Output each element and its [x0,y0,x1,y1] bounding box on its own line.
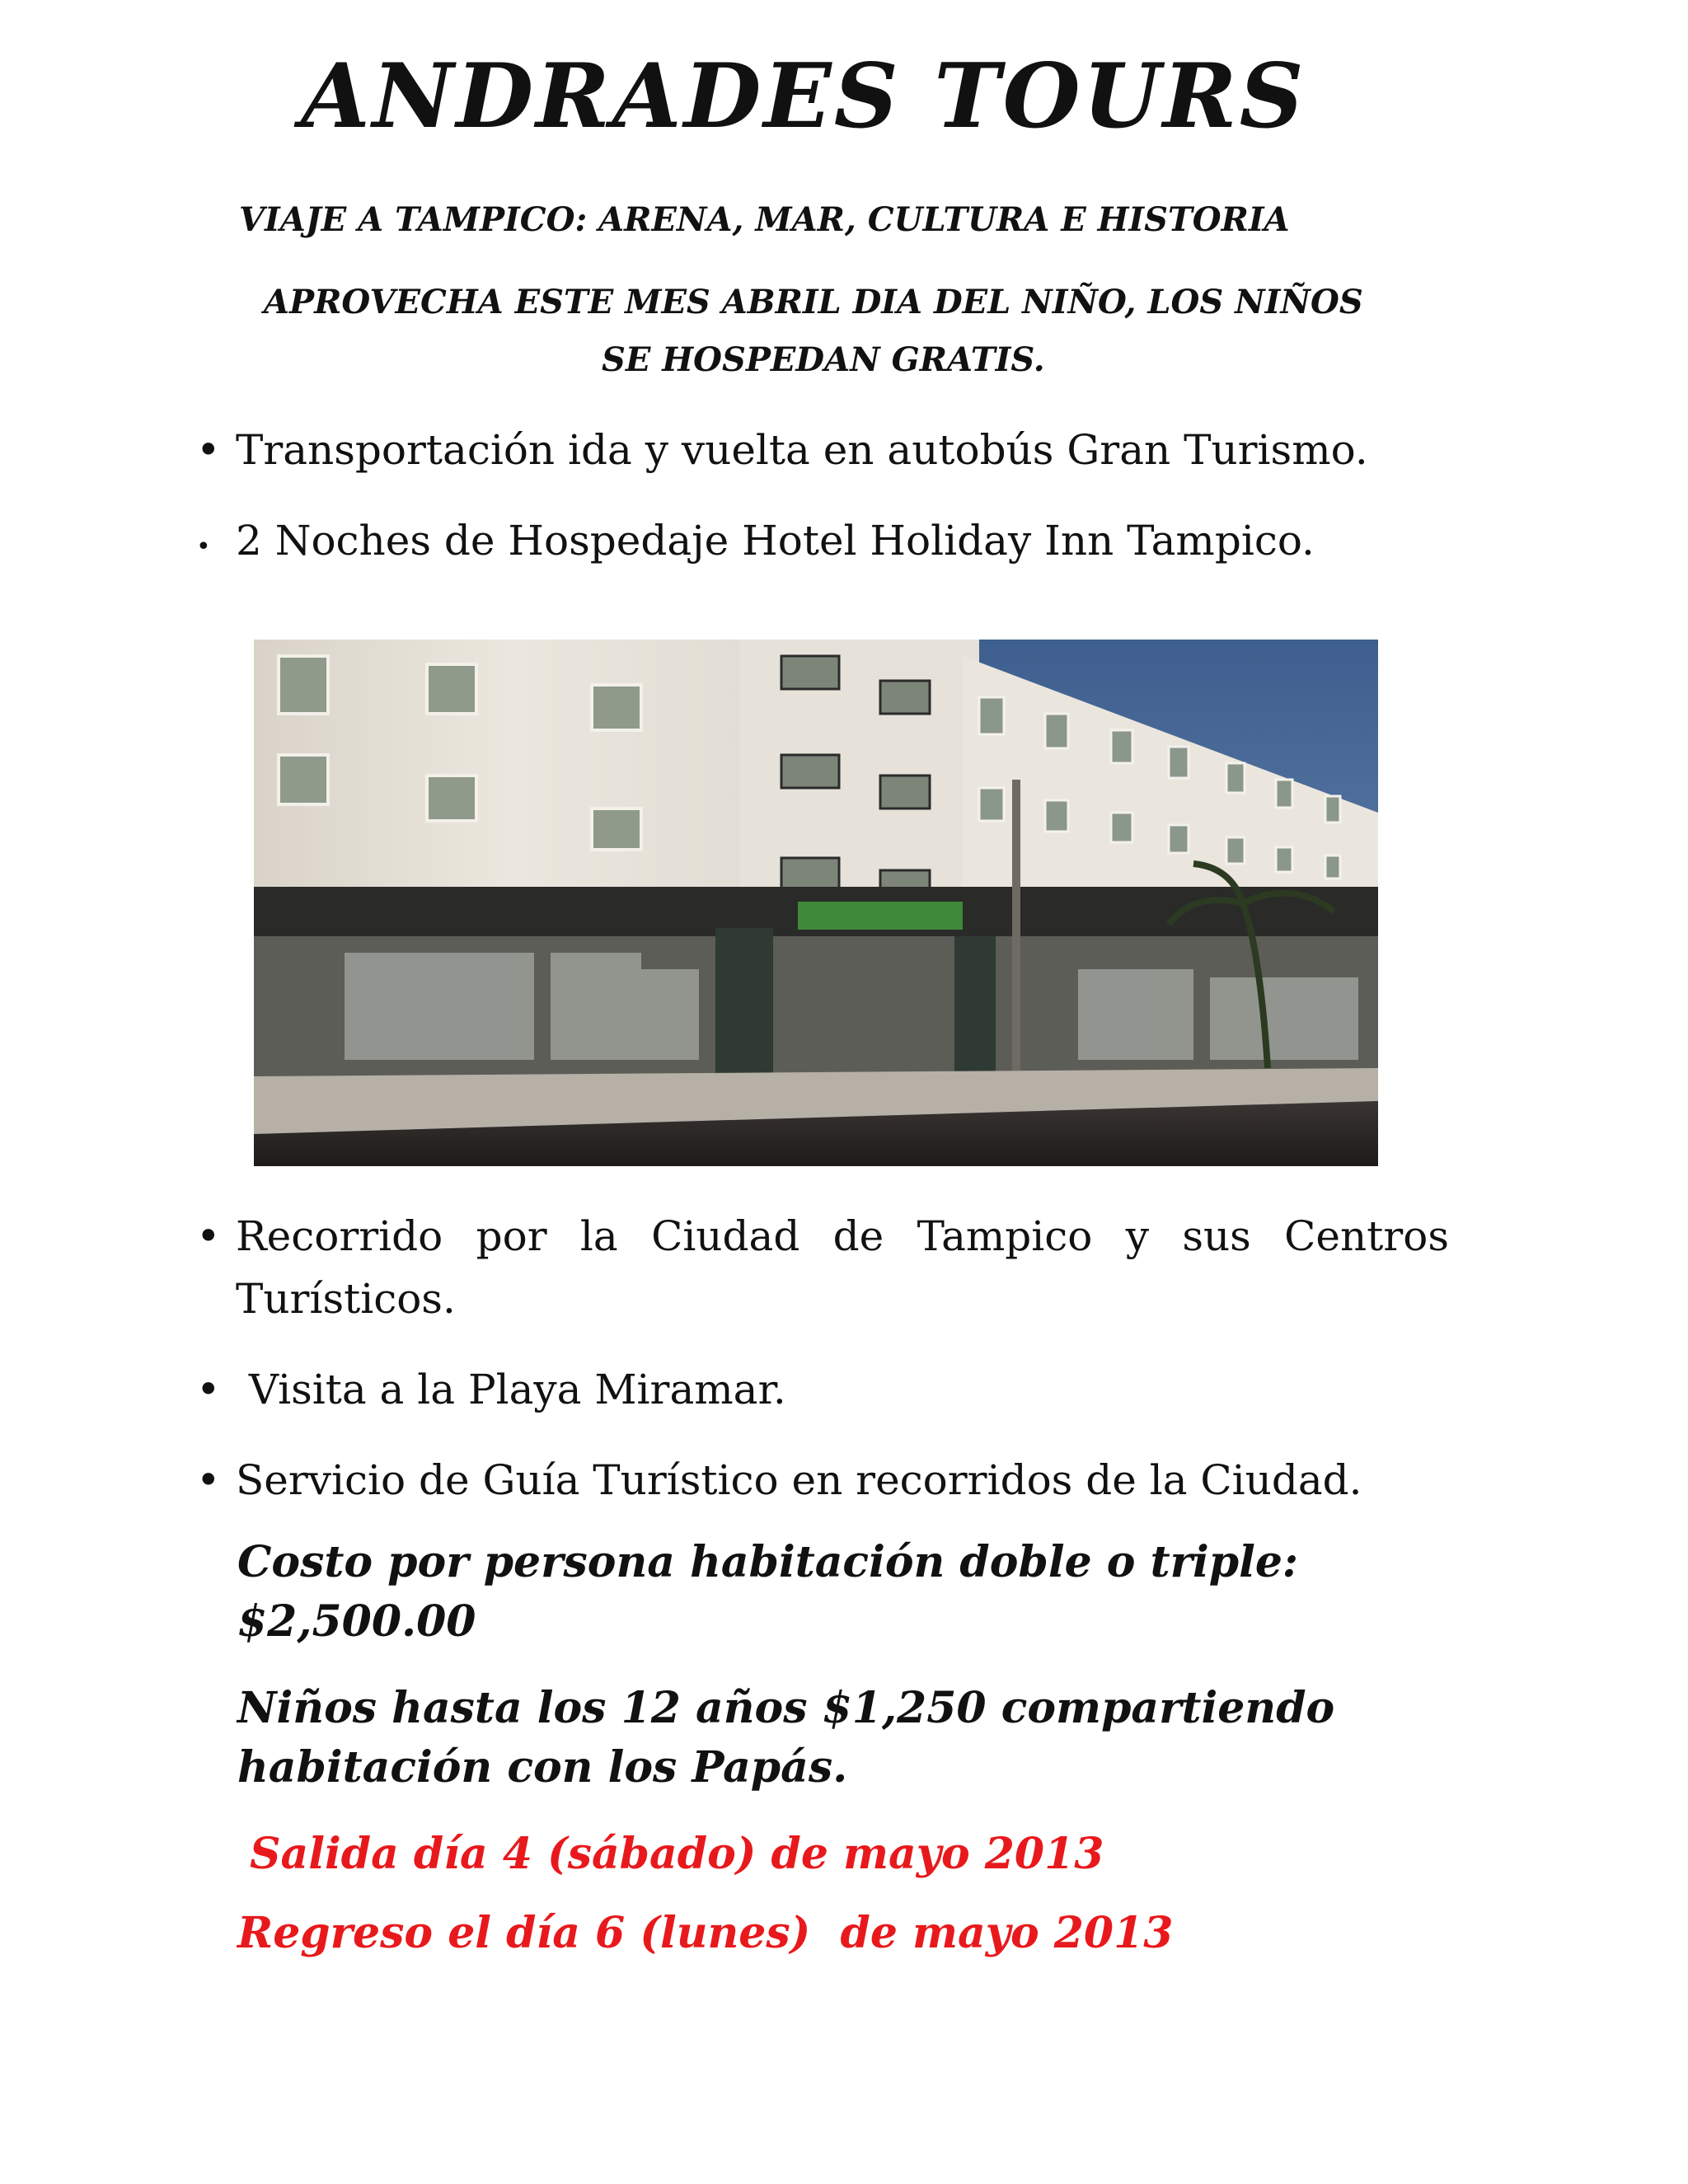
bullet-beach: • Visita a la Playa Miramar. [196,1358,786,1421]
bullet-dot-icon: • [196,426,221,474]
price-adult-amount: $2,500.00 [237,1596,476,1647]
bullet-dot-icon: • [196,532,211,561]
bullet-city-tour-line2: Turísticos. [236,1275,456,1323]
departure-date: Salida día 4 (sábado) de mayo 2013 [250,1829,1104,1879]
bullet-city-tour-word-5: Tampico [917,1212,1093,1260]
price-adult-label: Costo por persona habitación doble o triple: [237,1537,1299,1587]
bullet-guide: • Servicio de Guía Turístico en recorridos de la Ciudad. [196,1449,1362,1511]
bullet-city-tour-word-8: Centros [1284,1212,1449,1260]
bullet-city-tour [196,1205,1449,1330]
bullet-city-tour-word-0: • Recorrido [196,1205,443,1268]
return-date: Regreso el día 6 (lunes) de mayo 2013 [237,1908,1174,1958]
bullet-city-tour-word-4: de [832,1212,884,1260]
subtitle-promo-line2: SE HOSPEDAN GRATIS. [602,340,1045,379]
price-child-line1: Niños hasta los 12 años $1,250 compartiendo [237,1683,1335,1733]
bullet-lodging: • 2 Noches de Hospedaje Hotel Holiday Inn Tampico. [196,509,1315,579]
hotel-photo [254,640,1378,1166]
bullet-dot-icon: • [196,1212,221,1260]
bullet-city-tour-word-6: y [1125,1212,1149,1260]
bullet-city-tour-word-1: por [476,1212,547,1260]
page-title: ANDRADES TOURS [301,45,1306,148]
bullet-city-tour-word-7: sus [1182,1212,1251,1260]
price-child-line2: habitación con los Papás. [237,1742,848,1793]
price-child [237,1679,1334,1797]
bullet-dot-icon: • [196,1366,221,1413]
subtitle-promo-line1: APROVECHA ESTE MES ABRIL DIA DEL NIÑO, LOS NIÑOS [264,283,1363,321]
bullet-city-tour-word-2: la [579,1212,618,1260]
bullet-city-tour-line1 [196,1205,1449,1268]
price-adult [237,1533,1298,1652]
bullet-city-tour-word-3: Ciudad [651,1212,800,1260]
bullet-dot-icon: • [196,1456,221,1504]
subtitle-trip: VIAJE A TAMPICO: ARENA, MAR, CULTURA E HISTORIA [239,200,1290,239]
hotel-building-image [254,640,1378,1166]
bullet-transport: • Transportación ida y vuelta en autobús Gran Turismo. [196,419,1368,481]
